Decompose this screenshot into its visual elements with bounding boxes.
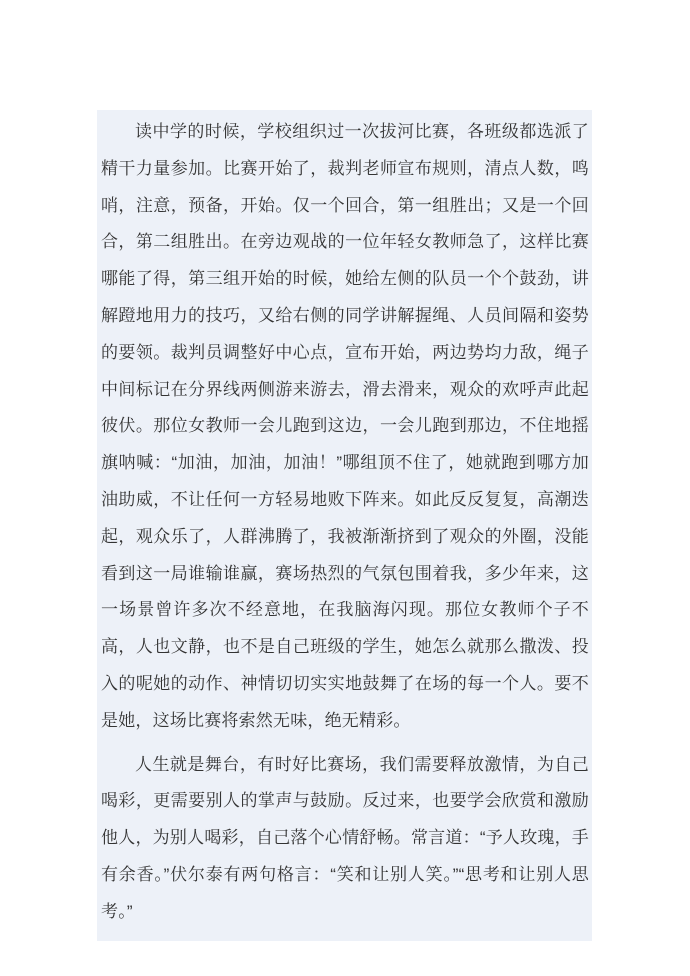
essay-paragraph-2: 人生就是舞台，有时好比赛场，我们需要释放激情，为自己喝彩，更需要别人的掌声与鼓励。反过来，也要学会欣赏和激励他人，为别人喝彩，自己落个心情舒畅。常言道：“予人玫瑰，手有余香。”伏尔泰有两句格言：“笑和让别人笑。”“思考和让别人思考。” [101, 754, 589, 921]
essay-paragraph-1: 读中学的时候，学校组织过一次拔河比赛，各班级都选派了精干力量参加。比赛开始了，裁判老师宣布规则，清点人数，鸣哨，注意，预备，开始。仅一个回合，第一组胜出；又是一个回合，第二组胜出。在旁边观战的一位年轻女教师急了，这样比赛哪能了得，第三组开始的时候，她给左侧的队员一个个鼓劲，讲解蹬地用力的技巧，又给右侧的同学讲解握绳、人员间隔和姿势的要领。裁判员调整好中心点，宣布开始，两边势均力敌，绳子中间标记在分界线两侧游来游去，滑去滑来，观众的欢呼声此起彼伏。那位女教师一会儿跑到这边，一会儿跑到那边，不住地摇旗呐喊：“加油，加油，加油！”哪组顶不住了，她就跑到哪方加油助威，不让任何一方轻易地败下阵来。如此反反复复，高潮迭起，观众乐了，人群沸腾了，我被渐渐挤到了观众的外圈，没能看到这一局谁输谁赢，赛场热烈的气氛包围着我，多少年来，这一场景曾许多次不经意地，在我脑海闪现。那位女教师个子不高，人也文静，也不是自己班级的学生，她怎么就那么撒泼、投入的呢她的动作、神情切切实实地鼓舞了在场的每一个人。要不是她，这场比赛将索然无味，绝无精彩。 [101, 122, 589, 730]
essay-text-block [97, 110, 592, 941]
